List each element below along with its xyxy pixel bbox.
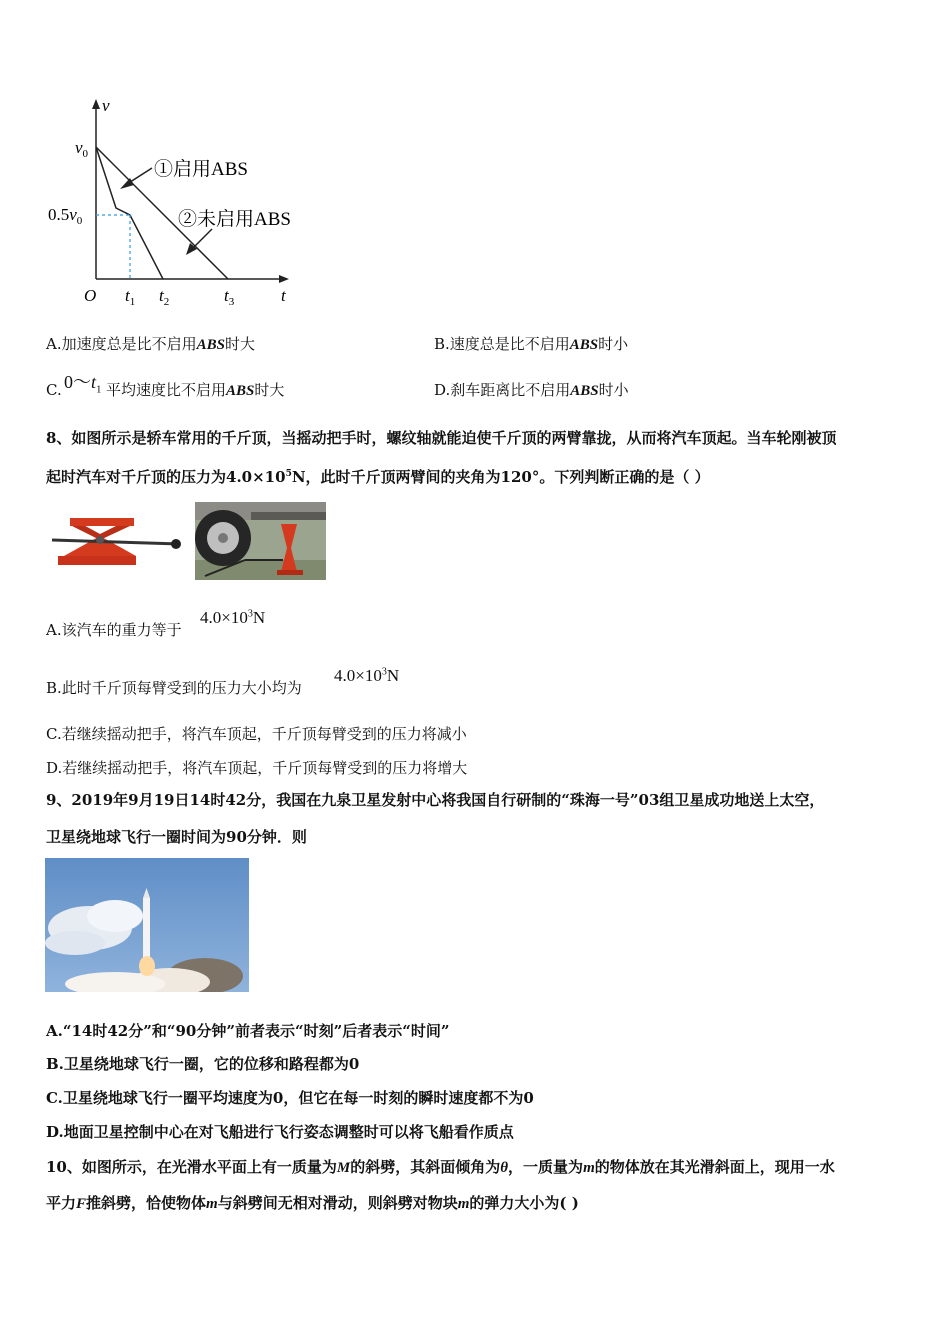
t-axis-arrow <box>279 275 289 283</box>
t1-label: $t_1$ <box>125 286 136 308</box>
t2-label: $t_2$ <box>159 286 170 308</box>
q7-option-c-letter: C. <box>46 381 62 399</box>
q7-option-b-suffix: 时小 <box>598 335 629 353</box>
arrow-1-head <box>120 178 134 189</box>
q7-option-c-text: 平均速度比不启用 <box>106 381 227 399</box>
q10-text-2: 的斜劈，其斜面倾角为 <box>350 1158 501 1176</box>
q7-option-d <box>434 380 629 401</box>
q8-angle: 120° <box>500 468 540 486</box>
q10-stem-line2 <box>46 1193 579 1214</box>
vt-graph <box>40 95 320 310</box>
q8-option-b-math <box>334 666 399 686</box>
q7-option-c-suffix: 时大 <box>254 381 285 399</box>
q7-option-b <box>434 334 628 355</box>
q8-force-value: 4.0×10 <box>226 468 286 486</box>
q7-option-c <box>46 380 62 400</box>
q7-option-a-text: A.加速度总是比不启用 <box>46 335 197 353</box>
math-exp: 3 <box>247 608 253 620</box>
q9-stem-line1: 9、2019年9月19日14时42分，我国在九泉卫星发射中心将我国自行研制的“珠海一号”03组卫星成功地送上太空， <box>46 791 825 809</box>
q10-text-3: ，一质量为 <box>508 1158 584 1176</box>
math-t: t <box>91 372 97 392</box>
q8-stem-text-3: 。下列判断正确的是（ ） <box>539 468 710 486</box>
q7-option-c-math <box>64 368 102 396</box>
q7-option-b-text: B.速度总是比不启用 <box>434 335 570 353</box>
q7-option-c-body <box>106 380 284 401</box>
q8-stem-line1: 8、如图所示是轿车常用的千斤顶，当摇动把手时，螺纹轴就能迫使千斤顶的两臂靠拢，从而将汽车顶起。当车轮刚被顶 <box>46 429 837 447</box>
q7-option-d-text: D.刹车距离比不启用 <box>434 381 571 399</box>
q10-text: 10、如图所示，在光滑水平面上有一质量为 <box>46 1158 337 1176</box>
q8-stem-text: 起时汽车对千斤顶的压力为 <box>46 468 227 486</box>
q7-option-d-suffix: 时小 <box>598 381 629 399</box>
q9-option-d: D.地面卫星控制中心在对飞船进行飞行姿态调整时可以将飞船看作质点 <box>46 1123 514 1141</box>
axis-v-label: v <box>102 96 110 115</box>
origin-label: O <box>84 286 97 305</box>
q10-text-7: 与斜劈间无相对滑动，则斜劈对物块 <box>217 1194 458 1212</box>
math-exp: 3 <box>381 666 387 678</box>
q8-option-c: C.若继续摇动把手，将汽车顶起，千斤顶每臂受到的压力将减小 <box>46 725 467 743</box>
math-range: 0～ <box>64 372 91 392</box>
label-no-abs: ②未启用ABS <box>178 209 291 230</box>
q7-option-a <box>46 334 255 355</box>
abs-term: ABS <box>226 383 255 399</box>
half-v0-label: $0.5v_0$ <box>48 205 83 227</box>
rocket-launch-photo <box>45 858 249 992</box>
q9-option-a: A.“14时42分”和“90分钟”前者表示“时刻”后者表示“时间” <box>46 1022 450 1040</box>
q8-option-a-math <box>200 608 265 628</box>
var-m: m <box>583 1160 595 1176</box>
var-theta: θ <box>500 1160 509 1176</box>
abs-term: ABS <box>196 337 225 353</box>
math-value: 4.0×10 <box>334 666 382 685</box>
q8-stem-text-2: N，此时千斤顶两臂间的夹角为 <box>291 468 501 486</box>
q10-text-5: 平力 <box>46 1194 77 1212</box>
q8-force-exp: 5 <box>285 469 292 479</box>
q9-option-c: C.卫星绕地球飞行一圈平均速度为0，但它在每一时刻的瞬时速度都不为0 <box>46 1089 534 1107</box>
q8-stem-line2 <box>46 464 710 487</box>
abs-term: ABS <box>569 337 599 353</box>
var-F: F <box>76 1196 87 1212</box>
q8-option-b <box>46 678 302 698</box>
q10-stem-line1 <box>46 1157 835 1178</box>
var-m: m <box>206 1196 218 1212</box>
jack-photo <box>50 504 186 576</box>
q9-option-b: B.卫星绕地球飞行一圈，它的位移和路程都为0 <box>46 1055 360 1073</box>
v-axis-arrow <box>92 99 100 109</box>
math-value: 4.0×10 <box>200 608 248 627</box>
math-unit: N <box>252 608 266 627</box>
q10-text-4: 的物体放在其光滑斜面上，现用一水 <box>594 1158 835 1176</box>
q9-stem-line2: 卫星绕地球飞行一圈时间为90分钟．则 <box>46 828 307 846</box>
car-on-jack-photo <box>195 502 326 580</box>
t3-label: $t_3$ <box>224 286 235 308</box>
label-abs: ①启用ABS <box>154 159 248 180</box>
var-M: M <box>336 1160 351 1176</box>
v0-label: $v_0$ <box>75 138 89 160</box>
q7-option-a-suffix: 时大 <box>224 335 255 353</box>
axis-t-label: t <box>281 286 286 305</box>
q8-option-a-text: A.该汽车的重力等于 <box>46 621 182 639</box>
abs-term: ABS <box>570 383 599 399</box>
q8-option-d: D.若继续摇动把手，将汽车顶起，千斤顶每臂受到的压力将增大 <box>46 759 468 777</box>
q8-option-b-text: B.此时千斤顶每臂受到的压力大小均为 <box>46 679 302 697</box>
math-t-sub: 1 <box>96 383 102 396</box>
q10-text-8: 的弹力大小为( ) <box>469 1194 579 1212</box>
var-m: m <box>457 1196 470 1212</box>
q8-option-a <box>46 620 182 640</box>
math-unit: N <box>386 666 400 685</box>
q10-text-6: 推斜劈，恰使物体 <box>86 1194 207 1212</box>
